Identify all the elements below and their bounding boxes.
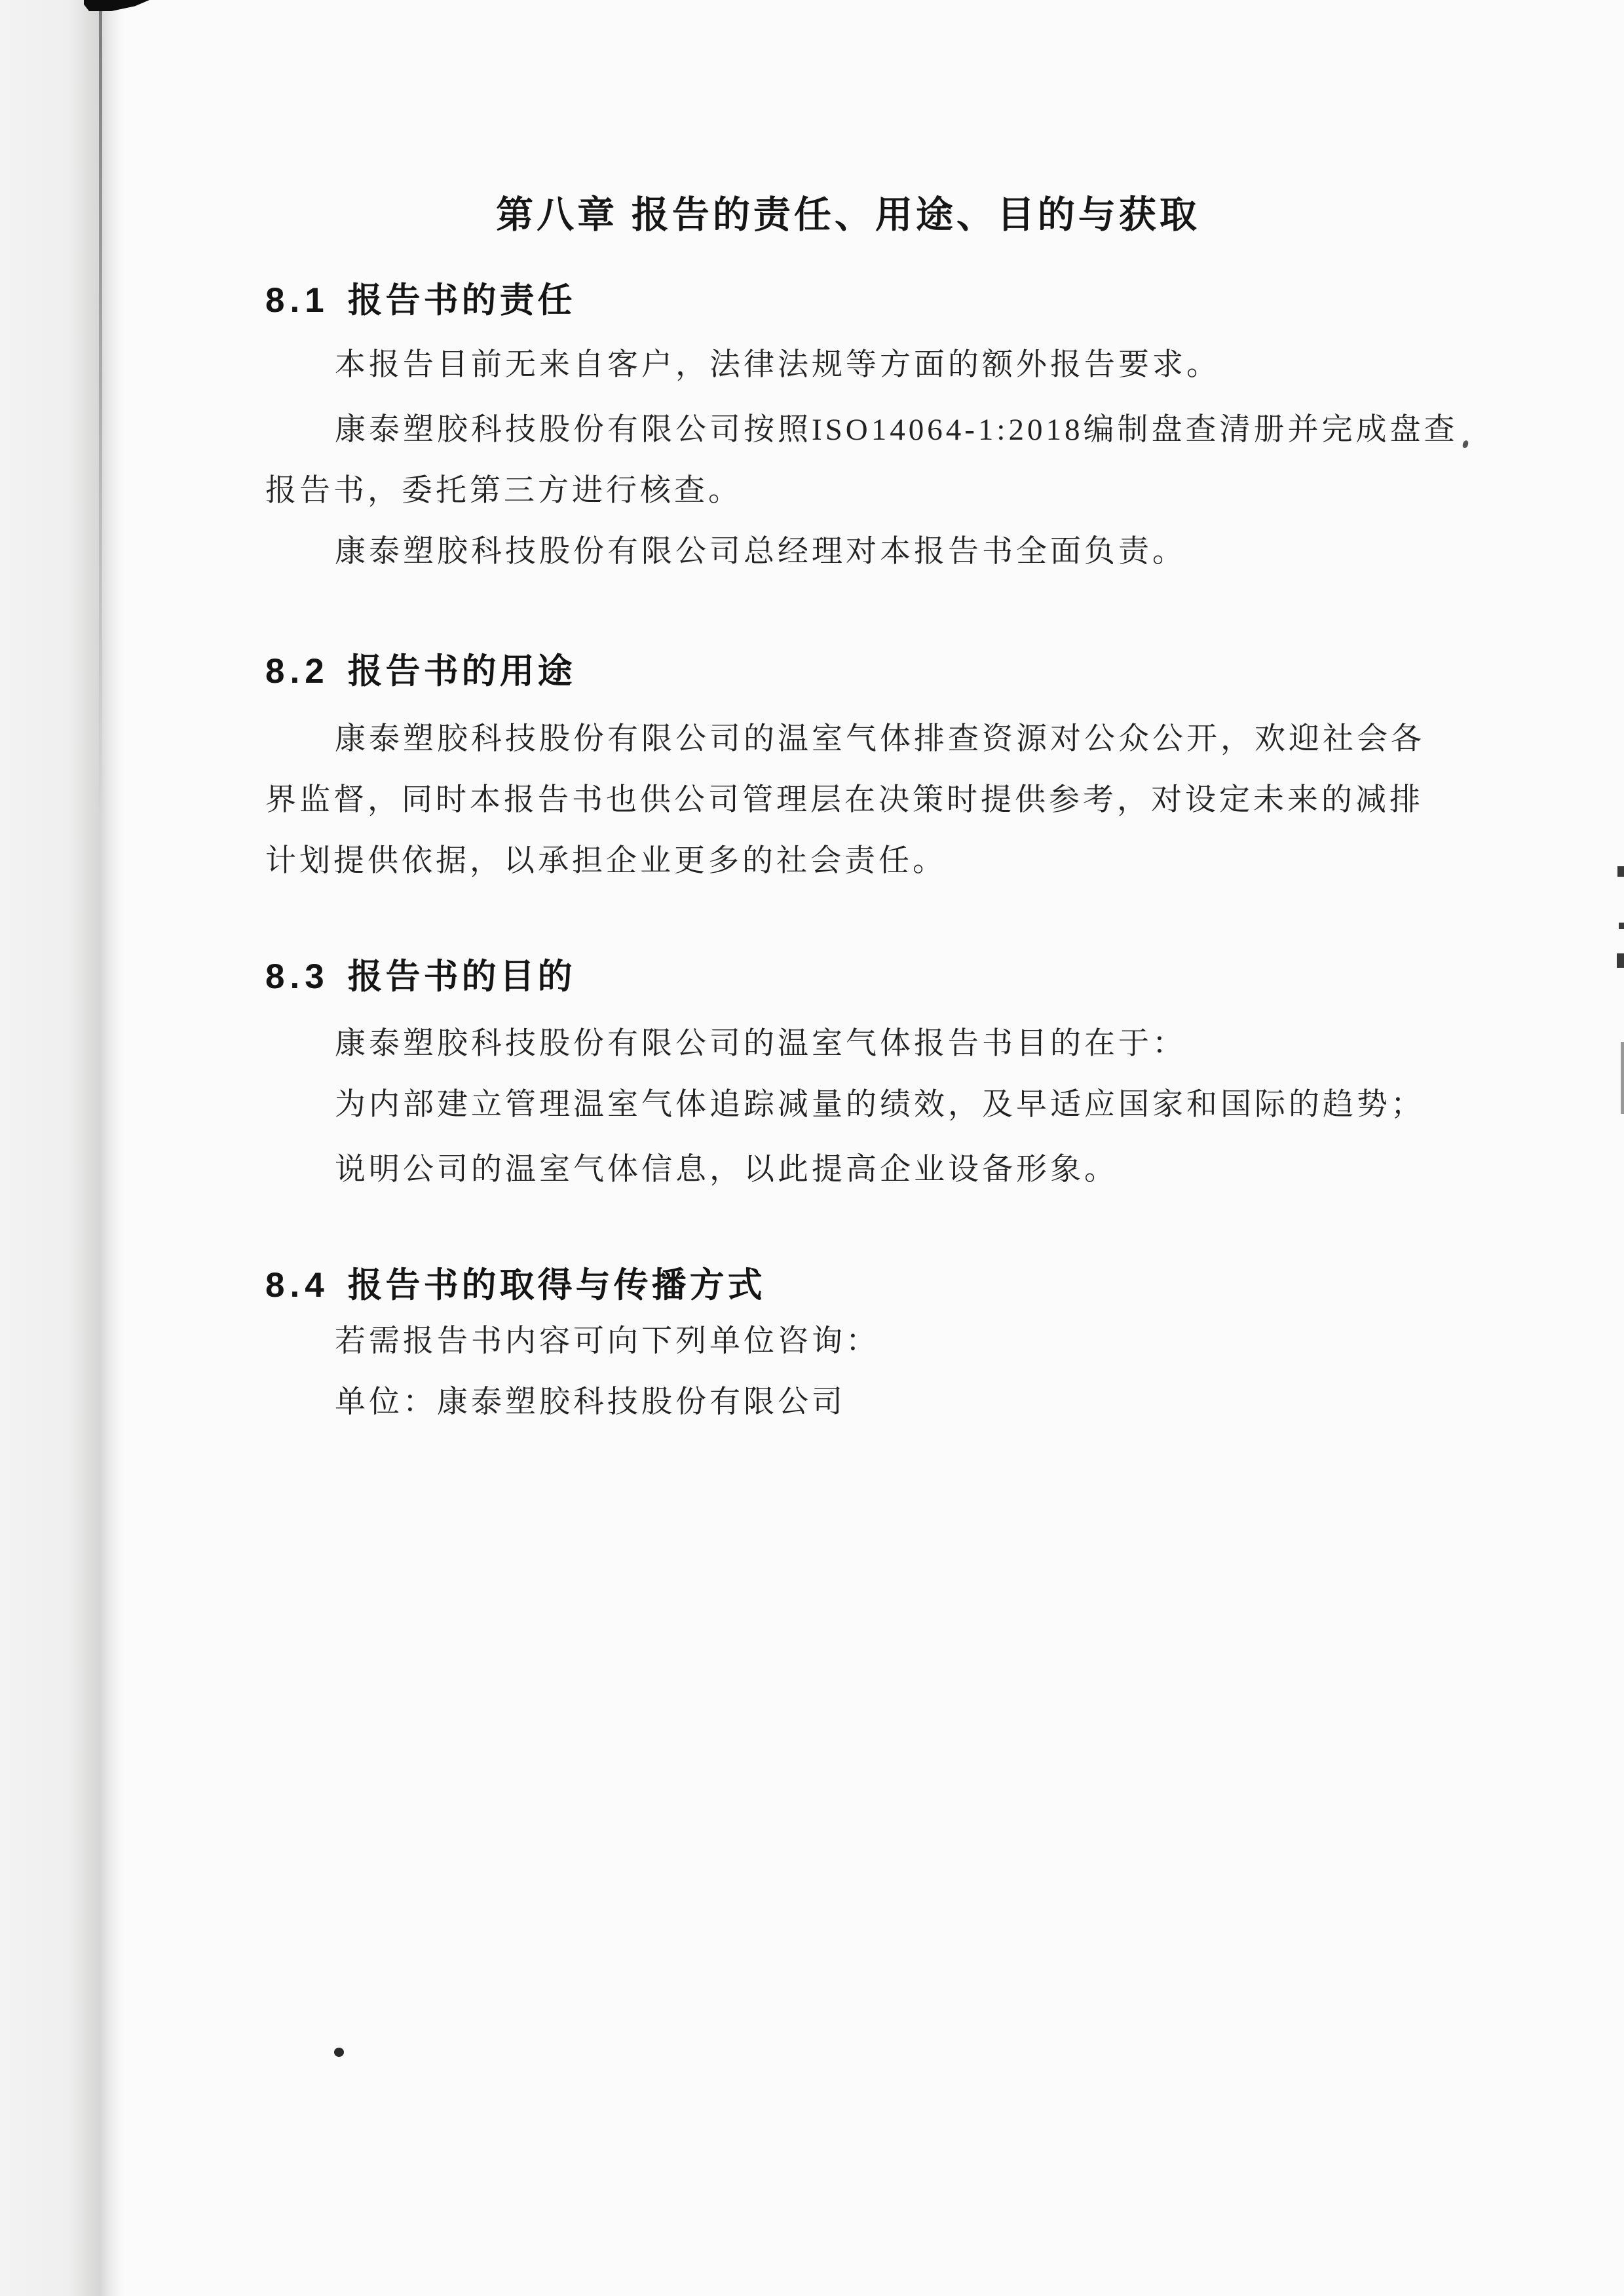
body-line: 单位：康泰塑胶科技股份有限公司	[335, 1385, 846, 1419]
body-line: 康泰塑胶科技股份有限公司的温室气体报告书目的在于：	[335, 1027, 1186, 1061]
body-line: 说明公司的温室气体信息，以此提高企业设备形象。	[335, 1153, 1118, 1187]
section-title: 报告书的用途	[347, 652, 576, 691]
body-line: 计划提供依据，以承担企业更多的社会责任。	[265, 844, 947, 878]
body-line: 康泰塑胶科技股份有限公司按照ISO14064-1:2018编制盘查清册并完成盘查	[335, 413, 1458, 447]
section-title: 报告书的责任	[347, 281, 576, 320]
scan-edge-line	[1621, 1042, 1624, 1114]
body-line: 康泰塑胶科技股份有限公司的温室气体排查资源对公众公开，欢迎社会各	[335, 722, 1425, 756]
section-title: 报告书的取得与传播方式	[347, 1266, 766, 1305]
section-number: 8.4	[265, 1266, 330, 1305]
section-number: 8.1	[265, 281, 330, 320]
section-number: 8.2	[265, 652, 330, 691]
scan-corner-black-wedge	[84, 0, 149, 11]
body-line: 报告书，委托第三方进行核查。	[265, 474, 742, 508]
body-line: 若需报告书内容可向下列单位咨询：	[335, 1324, 880, 1358]
scan-ink-dot	[334, 2048, 344, 2057]
section-heading-8-2	[265, 643, 576, 693]
scan-crease-line	[99, 0, 102, 826]
chapter-title: 第八章 报告的责任、用途、目的与获取	[496, 194, 1200, 236]
section-title: 报告书的目的	[347, 957, 576, 996]
section-heading-8-1	[265, 273, 576, 322]
scan-left-crease-shadow	[0, 0, 124, 2296]
scan-edge-smudge	[1619, 923, 1624, 929]
scan-tick-mark	[1462, 440, 1469, 449]
section-number: 8.3	[265, 957, 330, 996]
body-line: 本报告目前无来自客户，法律法规等方面的额外报告要求。	[335, 348, 1220, 382]
body-line: 康泰塑胶科技股份有限公司总经理对本报告书全面负责。	[335, 535, 1186, 569]
body-line: 为内部建立管理温室气体追踪减量的绩效，及早适应国家和国际的趋势；	[335, 1088, 1425, 1122]
scan-edge-smudge	[1617, 866, 1624, 877]
section-heading-8-4	[265, 1257, 766, 1307]
scan-edge-smudge	[1617, 953, 1624, 968]
body-line: 界监督，同时本报告书也供公司管理层在决策时提供参考，对设定未来的减排	[265, 783, 1424, 817]
section-heading-8-3	[265, 949, 576, 999]
